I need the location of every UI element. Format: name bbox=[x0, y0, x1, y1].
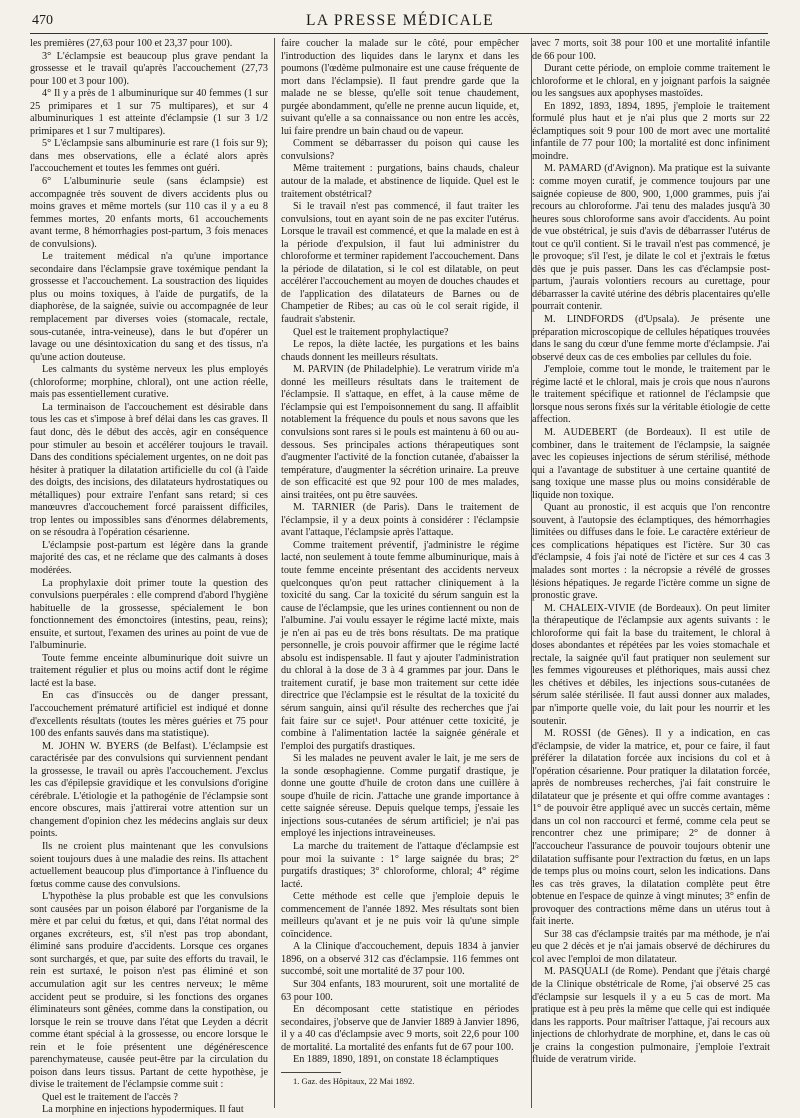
paragraph: M. ROSSI (de Gênes). Il y a indication, en cas d'éclampsie, de vider la matrice, et, pour ce faire, il faut préférer la dilatation forcée aux incisions du col et à l'opération césarienne. Pour pratiquer la dilatation forcée, après de nombreuses recherches, j'ai fait construire le dilatateur que je présente et qui offre comme avantages : 1° de pouvoir être appliqué avec un succès certain, même dans un col non raccourci et fermé, comme cela peut se rencontrer chez une primipare; 2° de donner à l'accoucheur l'assurance de pouvoir toujours obtenir une dilatation suffisante pour l'extraction du fœtus, en un laps de temps plus ou moins court, selon les indications. Dans les cas très graves, la dilatation complète peut être obtenue en l'espace de quinze à vingt minutes; 3° enfin de provoquer des contractions même dans un utérus tout à fait inerte. bbox=[532, 728, 770, 928]
header-rule bbox=[30, 33, 768, 34]
paragraph: 4° Il y a près de 1 albuminurique sur 40 femmes (1 sur 25 primipares et 1 sur 75 multipares), et sur 4 albuminuriques 1 est atteinte d'éclampsie (1 sur 3 1/2 primipares et 1 sur 7 multipares). bbox=[30, 88, 268, 137]
paragraph: M. TARNIER (de Paris). Dans le traitement de l'éclampsie, il y a deux points à considérer : l'éclampsie avant l'attaque, l'éclampsie après l'attaque. bbox=[281, 502, 519, 539]
paragraph: Comment se débarrasser du poison qui cause les convulsions? bbox=[281, 138, 519, 162]
paragraph: La prophylaxie doit primer toute la question des convulsions puerpérales : elle comprend d'abord l'hygiène habituelle de la grossesse, spécialement le bon fonctionnement des émonctoires (intestins, peau, reins); ensuite, et surtout, l'examen des urines au point de vue de l'albuminurie. bbox=[30, 577, 268, 652]
paragraph: La marche du traitement de l'attaque d'éclampsie est pour moi la suivante : 1° large saignée du bras; 2° purgatifs drastiques; 3° chloroforme, chloral; 4° régime lacté. bbox=[281, 841, 519, 890]
paragraph: M. AUDEBERT (de Bordeaux). Il est utile de combiner, dans le traitement de l'éclampsie, la saignée avec les copieuses injections de sérum stérilisé, méthode qui a l'avantage de substituer à une certaine quantité de sang toxique une masse plus ou moins considérable de liquide non toxique. bbox=[532, 426, 770, 501]
footnote: 1. Gaz. des Hôpitaux, 22 Mai 1892. bbox=[293, 1075, 415, 1086]
paragraph: L'éclampsie post-partum est légère dans la grande majorité des cas, et ne réclame que des calmants à doses modérées. bbox=[30, 539, 268, 576]
page-header bbox=[0, 0, 800, 34]
paragraph: En 1889, 1890, 1891, on constate 18 éclamptiques bbox=[293, 1054, 499, 1066]
paragraph: En cas d'insuccès ou de danger pressant, l'accouchement prématuré artificiel est indiqué et donne d'excellents résultats (toutes les mères guéries et 75 pour 100 des enfants sauvés dans ma statistique). bbox=[30, 690, 268, 740]
paragraph: La terminaison de l'accouchement est désirable dans tous les cas et s'impose à bref délai dans les cas graves. Il faut donc, dès le début des accès, agir en conséquence pour stimuler au besoin et accélérer toujours le travail. Dans des conditions spécialement urgentes, on ne doit pas hésiter à pratiquer la dilatation artificielle du col (à l'aide des doigts, des incisions, des dilatateurs hydrostatiques ou métalliques) pour extraire l'enfant sans retard; si ces manœuvres d'accouchement forcé paraissent difficiles, trop lentes ou impossibles sans d'énormes délabrements, on se résoudra à l'opération césarienne. bbox=[30, 401, 268, 539]
paragraph: Durant cette période, on emploie comme traitement le chloroforme et le chloral, en y joignant parfois la saignée ou les sangsues aux apophyses mastoïdes. bbox=[532, 63, 770, 100]
paragraph: M. PAMARD (d'Avignon). Ma pratique est la suivante : comme moyen curatif, je commence toujours par une saignée copieuse de 800, 900, 1,000 grammes, puis j'ai recours au chloroforme. J'ai tenu des malades jusqu'à 30 heures sous chloroforme sans avoir d'accidents. Au point de vue obstétrical, je suis d'avis de débarrasser l'utérus de tout ce qu'il contient. Si le travail n'est pas commencé, je le provoque; s'il l'est, je dilate le col et j'extrais le fœtus dès que je puis passer. Dans les cas d'éclampsie post-partum, j'aurais volontiers recours au curettage, pour débarrasser la cavité utérine des débris placentaires qu'elle pourrait contenir. bbox=[532, 163, 771, 313]
column-3 bbox=[532, 38, 770, 1108]
paragraph: Sur 38 cas d'éclampsie traités par ma méthode, je n'ai eu que 2 décès et je n'ai jamais observé de déchirures du col avec l'emploi de mon dilatateur. bbox=[532, 928, 770, 965]
paragraph: A la Clinique d'accouchement, depuis 1834 à janvier 1896, on a observé 312 cas d'éclampsie. 116 femmes ont succombé, soit une mortalité de 37 pour 100. bbox=[281, 941, 519, 978]
column-2 bbox=[281, 38, 519, 1108]
paragraph: L'hypothèse la plus probable est que les convulsions sont causées par un poison élaboré par l'organisme de la mère et par celui du fœtus, et qui, dans l'état normal des organes excréteurs, est, s'il n'est pas trop abondant, éliminé sans produire d'accidents. Lorsque ces organes sont surchargés, et que, par suite des efforts du travail, le rein est surtaxé, le poison n'est pas éliminé et son accumulation agit sur les centres nerveux; le même accident peut se produire, si les fonctions des organes éliminateurs sont gênées, comme dans la constipation, ou lorsque le rein se trouve dans l'état que Leyden a décrit comme étant spécial à la grossesse, ou encore lorsque le rein et le foie présentent une dégénérescence parenchymateuse, causée peut-être par la circulation du poison dans leurs tissus. Partant de cette hypothèse, je divise le traitement de l'éclampsie comme suit : bbox=[30, 891, 268, 1091]
paragraph: Sur 304 enfants, 183 moururent, soit une mortalité de 63 pour 100. bbox=[281, 979, 519, 1003]
footnote-rule bbox=[281, 1072, 341, 1073]
paragraph: En décomposant cette statistique en périodes secondaires, j'observe que de Janvier 1889 à Janvier 1896, il y a 40 cas d'éclampsie avec 9 morts, soit 22,6 pour 100 de mortalité. La mortalité des enfants fut de 67 pour 100. bbox=[281, 1004, 519, 1053]
paragraph: M. PARVIN (de Philadelphie). Le veratrum viride m'a donné les meilleurs résultats dans le traitement de l'éclampsie. Il s'attaque, en effet, à la cause même de l'éclampsie qui est l'empoisonnement du sang. Il affaiblit notablement la fréquence du pouls et nous savons que les convulsions sont rares si le pouls est maintenu à 60 ou au-dessous. Ses principales actions thérapeutiques sont d'augmenter l'activité de la fonction cutanée, d'abaisser la température, d'augmenter la sécrétion urinaire. La preuve de son efficacité est que 92 pour 100 de mes malades, ainsi traitées, ont pu être sauvées. bbox=[281, 364, 519, 501]
paragraph: Les calmants du système nerveux les plus employés (chloroforme; morphine, chloral), ont une action réelle, mais pas essentiellement curative. bbox=[30, 364, 268, 401]
paragraph: M. LINDFORDS (d'Upsala). Je présente une préparation microscopique de cellules hépatiques trouvées dans le sang du cœur d'une femme morte d'éclampsie. J'ai observé deux cas de ces embolies par cellules du foie. bbox=[532, 314, 770, 363]
paragraph: 5° L'éclampsie sans albuminurie est rare (1 fois sur 9); dans mes observations, elle a éclaté alors après l'accouchement et toutes les femmes ont guéri. bbox=[30, 138, 268, 175]
paragraph: Quant au pronostic, il est acquis que l'on rencontre souvent, à l'autopsie des éclamptiques, des hémorrhagies limitées ou diffuses dans le foie. Le caractère extérieur de ces complications hépatiques est l'ictère. Sur 30 cas d'éclampsie, 4 fois j'ai noté de l'ictère et sur ces 4 cas 3 malades sont mortes : la nécropsie a révélé de grosses lésions hépatiques. Je regarde l'ictère comme un signe de pronostic grave. bbox=[532, 502, 770, 602]
page-number: 470 bbox=[32, 13, 53, 28]
column-1 bbox=[30, 38, 268, 1116]
paragraph: Si les malades ne peuvent avaler le lait, je me sers de la sonde œsophagienne. Comme purgatif drastique, je donne une goutte d'huile de croton dans une cuillère à soupe d'huile de ricin. J'attache une grande importance à cette saignée séreuse. Depuis quelque temps, j'essaie les injections sous-cutanées de sérum artificiel; je n'ai pas employé les injections intraveineuses. bbox=[281, 753, 519, 840]
paragraph: Le repos, la diète lactée, les purgations et les bains chauds donnent les meilleurs résultats. bbox=[281, 339, 519, 363]
paragraph: Cette méthode est celle que j'emploie depuis le commencement de l'année 1892. Mes résultats sont bien meilleurs qu'avant et je ne puis voir là qu'une simple coïncidence. bbox=[281, 891, 519, 940]
paragraph: J'emploie, comme tout le monde, le traitement par le régime lacté et le chloral, mais je crois que nous n'aurons le traitement spécifique et rationnel de l'éclampsie que lorsque nous serons fixés sur la véritable étiologie de cette affection. bbox=[532, 364, 770, 426]
paragraph: Quel est le traitement prophylactique? bbox=[293, 326, 449, 338]
paragraph: Le traitement médical n'a qu'une importance secondaire dans l'éclampsie grave toxémique pendant la grossesse et l'accouchement. La soustraction des liquides plus ou moins toxiques, à l'aide de purgatifs, de la diaphorèse, de la saignée, suivie ou accompagnée de leur remplacement par diverses voies (stomacale, rectale, sous-cutanée, intra-veineuse), dans le but d'opérer un lavage ou une désintoxication du sang et des tissus, n'a qu'une action douteuse. bbox=[30, 251, 268, 363]
paragraph: faire coucher la malade sur le côté, pour empêcher l'introduction des liquides dans le larynx et dans les poumons (l'œdème pulmonaire est une cause fréquente de mort dans l'éclampsie). Il faut prendre garde que la malade ne se blesse, qu'elle soit tenue chaudement, purgée abondamment, qu'elle ne prenne aucun liquide, et, suivant qu'elle a sa connaissance ou non entre les accès, lui faire prendre un bain chaud ou de vapeur. bbox=[281, 38, 519, 137]
paragraph: Si le travail n'est pas commencé, il faut traiter les convulsions, tout en ayant soin de ne pas exciter l'utérus. Lorsque le travail est commencé, et que la malade en est à la période d'expulsion, il faut lui administrer du chloroforme et terminer rapidement l'accouchement. Dans la période de dilatation, si le col est dilatable, on peut accélérer l'accouchement au moyen de douches chaudes et de l'application des dilatateurs de Barnes ou de Champetier de Ribes; au cas où le col serait rigide, il faudrait s'abstenir. bbox=[281, 201, 520, 326]
paragraph: Même traitement : purgations, bains chauds, chaleur autour de la malade, et abstinence de liquide. Quel est le traitement obstétrical? bbox=[281, 163, 519, 200]
paragraph: Comme traitement préventif, j'administre le régime lacté, non seulement à toute femme albuminurique, mais à toute femme enceinte présentant des accidents nerveux quelconques qu'on peut rattacher cliniquement à la toxicité du sang. Car la toxicité du sérum sanguin est la cause de l'éclampsie, que les urines contiennent ou non de l'albumine. J'ai voulu essayer le régime lacté mixte, mais je n'en ai pas eu de très bons résultats. De ma pratique personnelle, je crois pouvoir affirmer que le régime lacté absolu est indispensable. Il faut y ajouter l'administration du chloral à la dose de 3 à 4 grammes par jour. Dans le traitement curatif, je base mon traitement sur cette idée directrice que l'éclampsie est le résultat de la toxicité du sérum sanguin, ainsi qu'il résulte des recherches que j'ai fait faire sur ce sujet¹. Pour atténuer cette toxicité, je combine à l'alimentation lactée la saignée générale et l'emploi des purgatifs drastiques. bbox=[281, 539, 519, 752]
paragraph: M. JOHN W. BYERS (de Belfast). L'éclampsie est caractérisée par des convulsions qui surviennent pendant la grossesse, le travail ou après l'accouchement. J'exclus les cas d'épilepsie gravidique et les convulsions d'origine cérébrale. L'étiologie et la pathogénie de l'éclampsie sont encore obscures, mais j'attirerai votre attention sur un changement d'opinion chez les médecins anglais sur deux points. bbox=[30, 740, 268, 840]
paragraph: M. CHALEIX-VIVIE (de Bordeaux). On peut limiter la thérapeutique de l'éclampsie aux agents suivants : le chloroforme qui fait la base du traitement, le chloral à doses abondantes et répétées par les voies stomachale et rectale, la saignée qu'il faut pratiquer non seulement sur les femmes vigoureuses et pléthoriques, mais aussi chez les chétives et débiles, les injections sous-cutanées de sérum salée stérilisée. Il faut aussi donner aux malades, par n'importe quelle voie, du lait pour les nourrir et les soutenir. bbox=[532, 602, 770, 727]
running-title: LA PRESSE MÉDICALE bbox=[306, 12, 494, 29]
paragraph: les premières (27,63 pour 100 et 23,37 pour 100). bbox=[30, 38, 233, 49]
paragraph: La morphine en injections hypodermiques. Il faut bbox=[42, 1104, 244, 1116]
paragraph: M. PASQUALI (de Rome). Pendant que j'étais chargé de la Clinique obstétricale de Rome, j'ai observé 25 cas d'éclampsie sur lesquels il y a eu 5 cas de mort. Ma pratique est à peu près la même que celle qui est indiquée dans les rapports. Pour maîtriser l'attaque, j'ai recours aux injections de chlorhydrate de morphine, et, dans le cas où je crains la congestion pulmonaire, j'emploie l'extrait fluide de veratrum viride. bbox=[532, 966, 770, 1066]
paragraph: En 1892, 1893, 1894, 1895, j'emploie le traitement formulé plus haut et je n'ai plus que 2 morts sur 22 éclamptiques soit 9 pour 100 de mort avec une mortalité infantile de 77 pour 100; la mortalité est donc infiniment moindre. bbox=[532, 100, 770, 162]
paragraph: Quel est le traitement de l'accès ? bbox=[42, 1091, 178, 1103]
paragraph: Toute femme enceinte albuminurique doit suivre un traitement régulier et plus ou moins actif dont le régime lacté est la base. bbox=[30, 652, 268, 689]
paragraph: Ils ne croient plus maintenant que les convulsions soient toujours dues à une maladie des reins. Ils attachent actuellement beaucoup plus d'importance à l'influence du fœtus comme cause des convulsions. bbox=[30, 841, 268, 890]
text-columns bbox=[30, 38, 771, 1116]
paragraph: 3° L'éclampsie est beaucoup plus grave pendant la grossesse et le travail qu'après l'accouchement (27,73 pour 100 et 3 pour 100). bbox=[30, 50, 268, 87]
paragraph: avec 7 morts, soit 38 pour 100 et une mortalité infantile de 66 pour 100. bbox=[532, 38, 770, 62]
paragraph: 6° L'albuminurie seule (sans éclampsie) est accompagnée très souvent de divers accidents plus ou moins graves et même mortels (sur 110 cas il y a eu 8 femmes mortes, 20 enfants morts, 61 accouchements avant terme, 8 hémorrhagies post-partum, 3 fois menaces de convulsions). bbox=[30, 176, 268, 250]
